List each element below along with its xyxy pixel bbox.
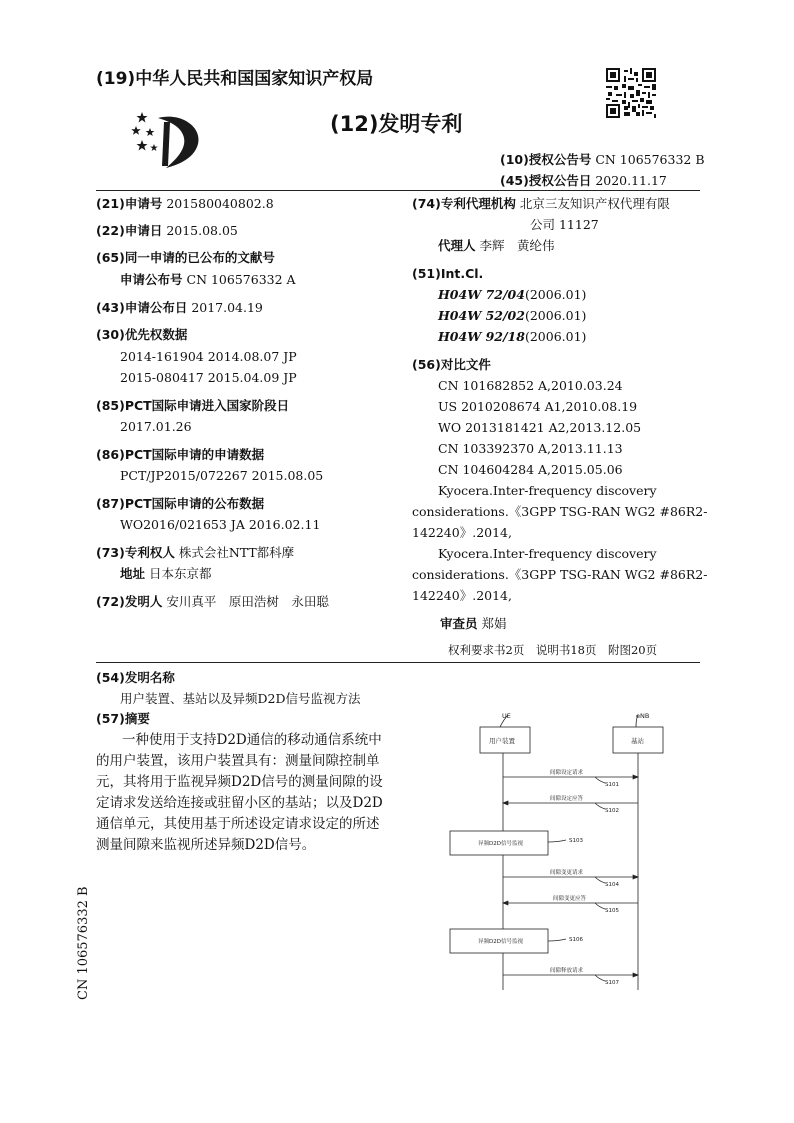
- step-s101: S101: [605, 782, 619, 788]
- msg-s106: 异频D2D信号监视: [478, 939, 523, 945]
- cnipa-logo-icon: [128, 108, 206, 170]
- office-name: (19)中华人民共和国国家知识产权局: [96, 69, 374, 89]
- msg-s104: 间隙变更请求: [550, 870, 584, 876]
- step-s103: S103: [569, 838, 583, 844]
- msg-s103: 异频D2D信号监视: [478, 841, 523, 847]
- msg-s102: 间隙设定应答: [550, 796, 584, 802]
- msg-s101: 间隙设定请求: [550, 770, 584, 776]
- step-s107: S107: [605, 980, 619, 986]
- msg-s107: 间隙释放请求: [550, 968, 584, 974]
- grant-date: (45)授权公告日 2020.11.17: [500, 173, 667, 188]
- side-patent-number: CN 106576332 B: [76, 886, 91, 1000]
- ue-label: UE: [502, 712, 511, 720]
- abstract-text: 一种使用于支持D2D通信的移动通信系统中 的用户装置，该用户装置具有：测量间隙控制单 元，其将用于监视异频D2D信号的测量间隙的设 定请求发送给连接或驻留小区的基站；以及D2D 通信单元，其使用基于所述设定请求设定的所述 测量间隙来监视所述异频D2D信号。: [96, 732, 383, 853]
- step-s105: S105: [605, 908, 619, 914]
- title-label: (54)发明名称: [96, 670, 175, 685]
- enb-box-label: 基站: [631, 737, 644, 745]
- msg-s105: 间隙变更应答: [553, 896, 587, 902]
- ue-box-label: 用户装置: [489, 737, 515, 745]
- document-type: (12)发明专利: [330, 112, 463, 136]
- step-s102: S102: [605, 808, 619, 814]
- step-s104: S104: [605, 882, 619, 888]
- page-count-line: 权利要求书2页 说明书18页 附图20页: [448, 643, 658, 657]
- abstract-divider: [96, 662, 700, 663]
- step-s106: S106: [569, 937, 583, 943]
- abstract-label: (57)摘要: [96, 711, 150, 726]
- sequence-diagram: [445, 705, 685, 990]
- grant-number: (10)授权公告号 CN 106576332 B: [500, 152, 705, 167]
- invention-title: 用户装置、基站以及异频D2D信号监视方法: [120, 691, 361, 706]
- qr-code-icon: [606, 68, 656, 118]
- header-divider: [96, 190, 700, 191]
- enb-label: eNB: [636, 712, 650, 720]
